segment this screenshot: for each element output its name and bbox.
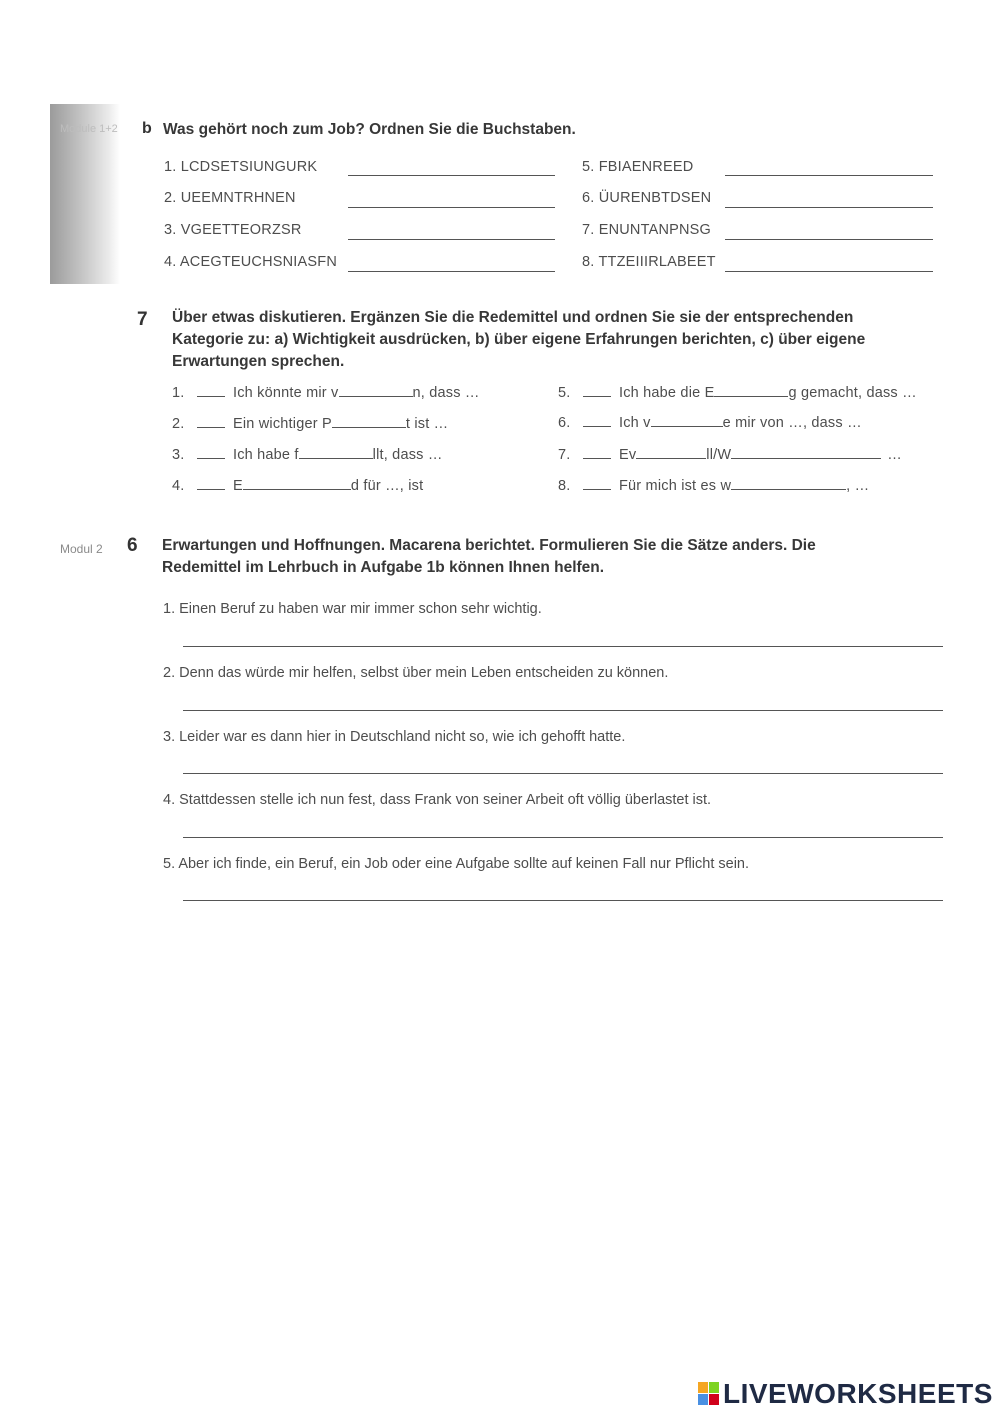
scramble-item: 6. ÜURENBTDSEN [582, 190, 712, 206]
answer-blank[interactable] [348, 207, 555, 208]
scramble-item: 3. VGEETTEORZSR [164, 222, 302, 238]
phrase-item: 2. Ein wichtiger P t ist … [172, 416, 449, 432]
logo-square [709, 1394, 719, 1405]
liveworksheets-logo-icon [698, 1382, 720, 1406]
word-blank[interactable] [731, 446, 881, 459]
sentence-item: 3. Leider war es dann hier in Deutschland nicht so, wie ich gehofft hatte. [163, 729, 626, 745]
word-blank[interactable] [714, 384, 788, 397]
category-blank[interactable] [583, 414, 611, 427]
category-blank[interactable] [197, 384, 225, 397]
logo-square [709, 1382, 719, 1393]
module-tag: Module 1+2 [60, 123, 118, 135]
logo-square [698, 1394, 708, 1405]
answer-line[interactable] [183, 773, 943, 774]
liveworksheets-logo[interactable] [698, 1379, 993, 1409]
answer-line[interactable] [183, 837, 943, 838]
logo-square [698, 1382, 708, 1393]
sentence-item: 5. Aber ich finde, ein Beruf, ein Job oder eine Aufgabe sollte auf keinen Fall nur Pflicht sein. [163, 856, 750, 872]
category-blank[interactable] [197, 446, 225, 459]
sentence-item: 2. Denn das würde mir helfen, selbst über mein Leben entscheiden zu können. [163, 665, 669, 681]
exercise-number: 6 [127, 535, 138, 556]
answer-blank[interactable] [725, 271, 933, 272]
word-blank[interactable] [339, 384, 413, 397]
category-blank[interactable] [583, 446, 611, 459]
exercise-7-instruction: Über etwas diskutieren. Ergänzen Sie die Redemittel und ordnen Sie sie der entsprechenden [172, 309, 854, 326]
scramble-item: 4. ACEGTEUCHSNIASFN [164, 254, 337, 270]
category-blank[interactable] [583, 477, 611, 490]
scramble-item: 7. ENUNTANPNSG [582, 222, 712, 238]
word-blank[interactable] [332, 415, 406, 428]
phrase-item: 6. Ich v e mir von …, dass … [558, 415, 862, 431]
phrase-item: 8. Für mich ist es w , … [558, 478, 870, 494]
phrase-item: 7. Ev ll/W … [558, 447, 902, 463]
answer-line[interactable] [183, 710, 943, 711]
phrase-item: 3. Ich habe f llt, dass … [172, 447, 443, 463]
word-blank[interactable] [243, 477, 351, 490]
word-blank[interactable] [651, 414, 723, 427]
category-blank[interactable] [197, 477, 225, 490]
scramble-item: 8. TTZEIIIRLABEET [582, 254, 716, 270]
answer-line[interactable] [183, 646, 943, 647]
sentence-item: 4. Stattdessen stelle ich nun fest, dass Frank von seiner Arbeit oft völlig überlastet ist. [163, 792, 712, 808]
scramble-item: 1. LCDSETSIUNGURK [164, 159, 318, 175]
exercise-7-instruction: Erwartungen sprechen. [172, 353, 345, 370]
category-blank[interactable] [583, 384, 611, 397]
section-b-instruction: Was gehört noch zum Job? Ordnen Sie die Buchstaben. [163, 121, 576, 138]
logo-text: LIVEWORKSHEETS [723, 1378, 993, 1409]
category-blank[interactable] [197, 415, 225, 428]
sentence-item: 1. Einen Beruf zu haben war mir immer schon sehr wichtig. [163, 601, 542, 617]
answer-line[interactable] [183, 900, 943, 901]
word-blank[interactable] [636, 446, 706, 459]
exercise-6-instruction: Redemittel im Lehrbuch in Aufgabe 1b können Ihnen helfen. [162, 559, 605, 576]
phrase-item: 4. E d für …, ist [172, 478, 424, 494]
section-letter: b [142, 120, 152, 137]
word-blank[interactable] [299, 446, 373, 459]
phrase-item: 1. Ich könnte mir v n, dass … [172, 385, 480, 401]
exercise-6-instruction: Erwartungen und Hoffnungen. Macarena berichtet. Formulieren Sie die Sätze anders. Die [162, 537, 816, 554]
answer-blank[interactable] [348, 239, 555, 240]
answer-blank[interactable] [725, 239, 933, 240]
answer-blank[interactable] [725, 207, 933, 208]
exercise-number: 7 [137, 309, 148, 330]
answer-blank[interactable] [348, 271, 555, 272]
answer-blank[interactable] [725, 175, 933, 176]
module-tag: Modul 2 [60, 542, 103, 556]
word-blank[interactable] [731, 477, 846, 490]
answer-blank[interactable] [348, 175, 555, 176]
scramble-item: 2. UEEMNTRHNEN [164, 190, 296, 206]
exercise-7-instruction: Kategorie zu: a) Wichtigkeit ausdrücken, b) über eigene Erfahrungen berichten, c) über eigene [172, 331, 866, 348]
phrase-item: 5. Ich habe die E g gemacht, dass … [558, 385, 917, 401]
scramble-item: 5. FBIAENREED [582, 159, 694, 175]
